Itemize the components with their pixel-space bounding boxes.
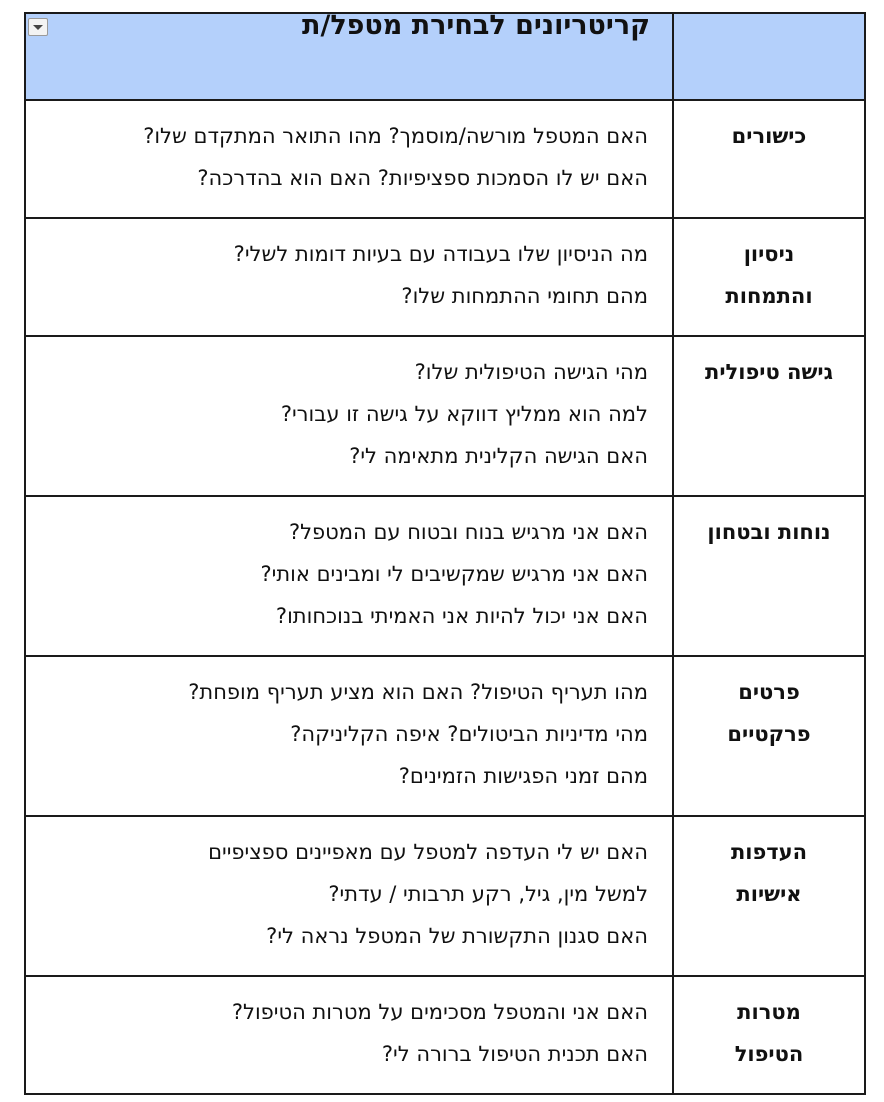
table-header-row: [25, 13, 865, 100]
criterion-question: האם הגישה הקלינית מתאימה לי?: [349, 444, 648, 468]
criterion-label: אישיות: [736, 882, 802, 906]
criterion-label-cell: [673, 336, 865, 496]
criterion-label-cell: [673, 656, 865, 816]
criterion-label: נוחות ובטחון: [707, 520, 831, 544]
criterion-questions-cell: [25, 976, 673, 1094]
criterion-question: מהו תעריף הטיפול? האם הוא מציע תעריף מופחת?: [188, 680, 648, 704]
criterion-label: ניסיון: [743, 242, 795, 266]
criterion-questions-cell: [25, 816, 673, 976]
criterion-question: האם אני יכול להיות אני האמיתי בנוכחותו?: [275, 604, 648, 628]
criterion-question: מהי מדיניות הביטולים? איפה הקליניקה?: [290, 722, 648, 746]
criterion-question: האם תכנית הטיפול ברורה לי?: [381, 1042, 648, 1066]
criterion-questions-cell: [25, 218, 673, 336]
header-title-cell: [25, 10, 673, 100]
criterion-questions-cell: [25, 656, 673, 816]
criterion-question: מהם תחומי ההתמחות שלו?: [401, 284, 648, 308]
criterion-question: האם יש לו הסמכות ספציפיות? האם הוא בהדרכה?: [197, 166, 648, 190]
criterion-question: מה הניסיון שלו בעבודה עם בעיות דומות לשלי?: [233, 242, 648, 266]
criterion-label: והתמחות: [725, 284, 813, 308]
criterion-question: למשל מין, גיל, רקע תרבותי / עדתי?: [328, 882, 648, 906]
criterion-question: האם סגנון התקשורת של המטפל נראה לי?: [266, 924, 648, 948]
criterion-question: האם אני מרגיש בנוח ובטוח עם המטפל?: [288, 520, 648, 544]
table-row: [25, 976, 865, 1094]
criterion-label: פרטים: [738, 680, 800, 704]
table-row: [25, 816, 865, 976]
criterion-questions-cell: [25, 496, 673, 656]
table-title: קריטריונים לבחירת מטפל/ת: [302, 10, 650, 41]
table-row: [25, 218, 865, 336]
criterion-label-cell: [673, 218, 865, 336]
criterion-label: גישה טיפולית: [705, 360, 833, 384]
criterion-question: האם יש לי העדפה למטפל עם מאפיינים ספציפיים: [208, 840, 648, 864]
criterion-label-cell: [673, 976, 865, 1094]
criterion-question: מהי הגישה הטיפולית שלו?: [414, 360, 648, 384]
criteria-table: [24, 12, 866, 1095]
criterion-question: האם אני מרגיש שמקשיבים לי ומבינים אותי?: [260, 562, 648, 586]
criteria-table-container: [24, 12, 864, 1095]
criterion-questions-cell: [25, 100, 673, 218]
criterion-question: למה הוא ממליץ דווקא על גישה זו עבורי?: [280, 402, 648, 426]
criterion-label: הטיפול: [734, 1042, 804, 1066]
table-row: [25, 496, 865, 656]
criterion-label: העדפות: [730, 840, 808, 864]
criterion-label-cell: [673, 100, 865, 218]
table-row: [25, 656, 865, 816]
criterion-label: מטרות: [737, 1000, 801, 1024]
table-row: [25, 100, 865, 218]
criterion-label-cell: [673, 816, 865, 976]
criterion-question: מהם זמני הפגישות הזמינים?: [398, 764, 648, 788]
criterion-label-cell: [673, 496, 865, 656]
criterion-label: כישורים: [731, 124, 807, 148]
table-body: [25, 100, 865, 1094]
criterion-questions-cell: [25, 336, 673, 496]
criterion-question: האם המטפל מורשה/מוסמך? מהו התואר המתקדם שלו?: [143, 124, 648, 148]
header-empty-cell: [673, 13, 865, 100]
criterion-label: פרקטיים: [727, 722, 811, 746]
dropdown-toggle-icon[interactable]: [28, 18, 48, 36]
criterion-question: האם אני והמטפל מסכימים על מטרות הטיפול?: [231, 1000, 648, 1024]
table-row: [25, 336, 865, 496]
